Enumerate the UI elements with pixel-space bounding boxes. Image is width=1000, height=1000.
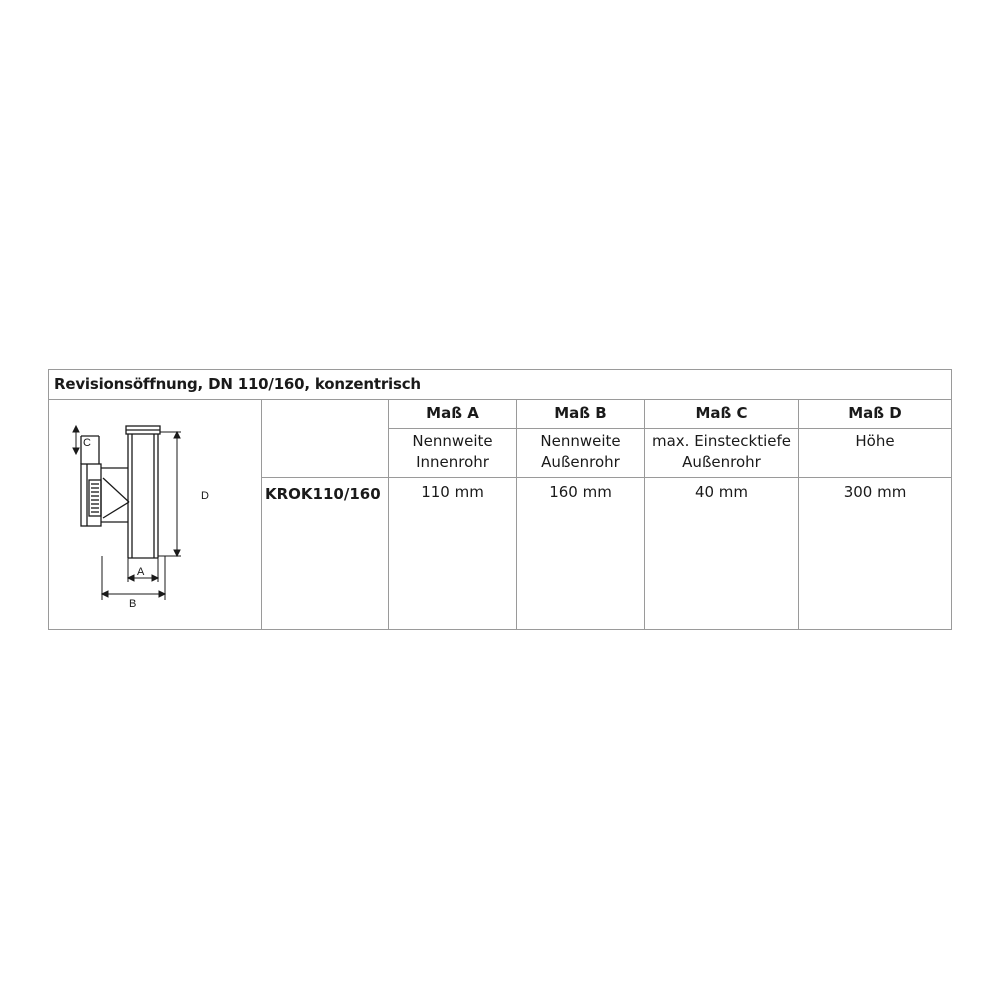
col-head-a: Maß A [426,404,479,422]
col-head-d: Maß D [848,404,902,422]
dim-label-c: C [83,437,91,449]
cell-value-c: 40 mm [694,483,749,501]
dim-label-b: B [129,598,137,610]
col-desc-d: Höhe [855,432,895,450]
table-title: Revisionsöffnung, DN 110/160, konzentrisch [54,375,421,393]
grid-line [261,400,262,629]
col-desc-b: Nennweite Außenrohr [540,432,621,471]
dim-label-a: A [137,566,145,578]
product-spec-table [48,369,952,630]
grid-line [388,428,951,429]
pipe-drawing [69,406,229,616]
cell-value-b: 160 mm [549,483,612,501]
dim-label-d: D [201,490,209,502]
grid-line [261,477,951,478]
col-head-b: Maß B [554,404,607,422]
table-title-row [49,370,951,400]
cell-value-d: 300 mm [843,483,907,501]
col-desc-c: max. Einstecktiefe Außenrohr [651,432,791,471]
row-model-name: KROK110/160 [265,485,381,503]
cell-value-a: 110 mm [421,483,484,501]
col-head-c: Maß C [695,404,748,422]
col-desc-a: Nennweite Innenrohr [412,432,493,471]
